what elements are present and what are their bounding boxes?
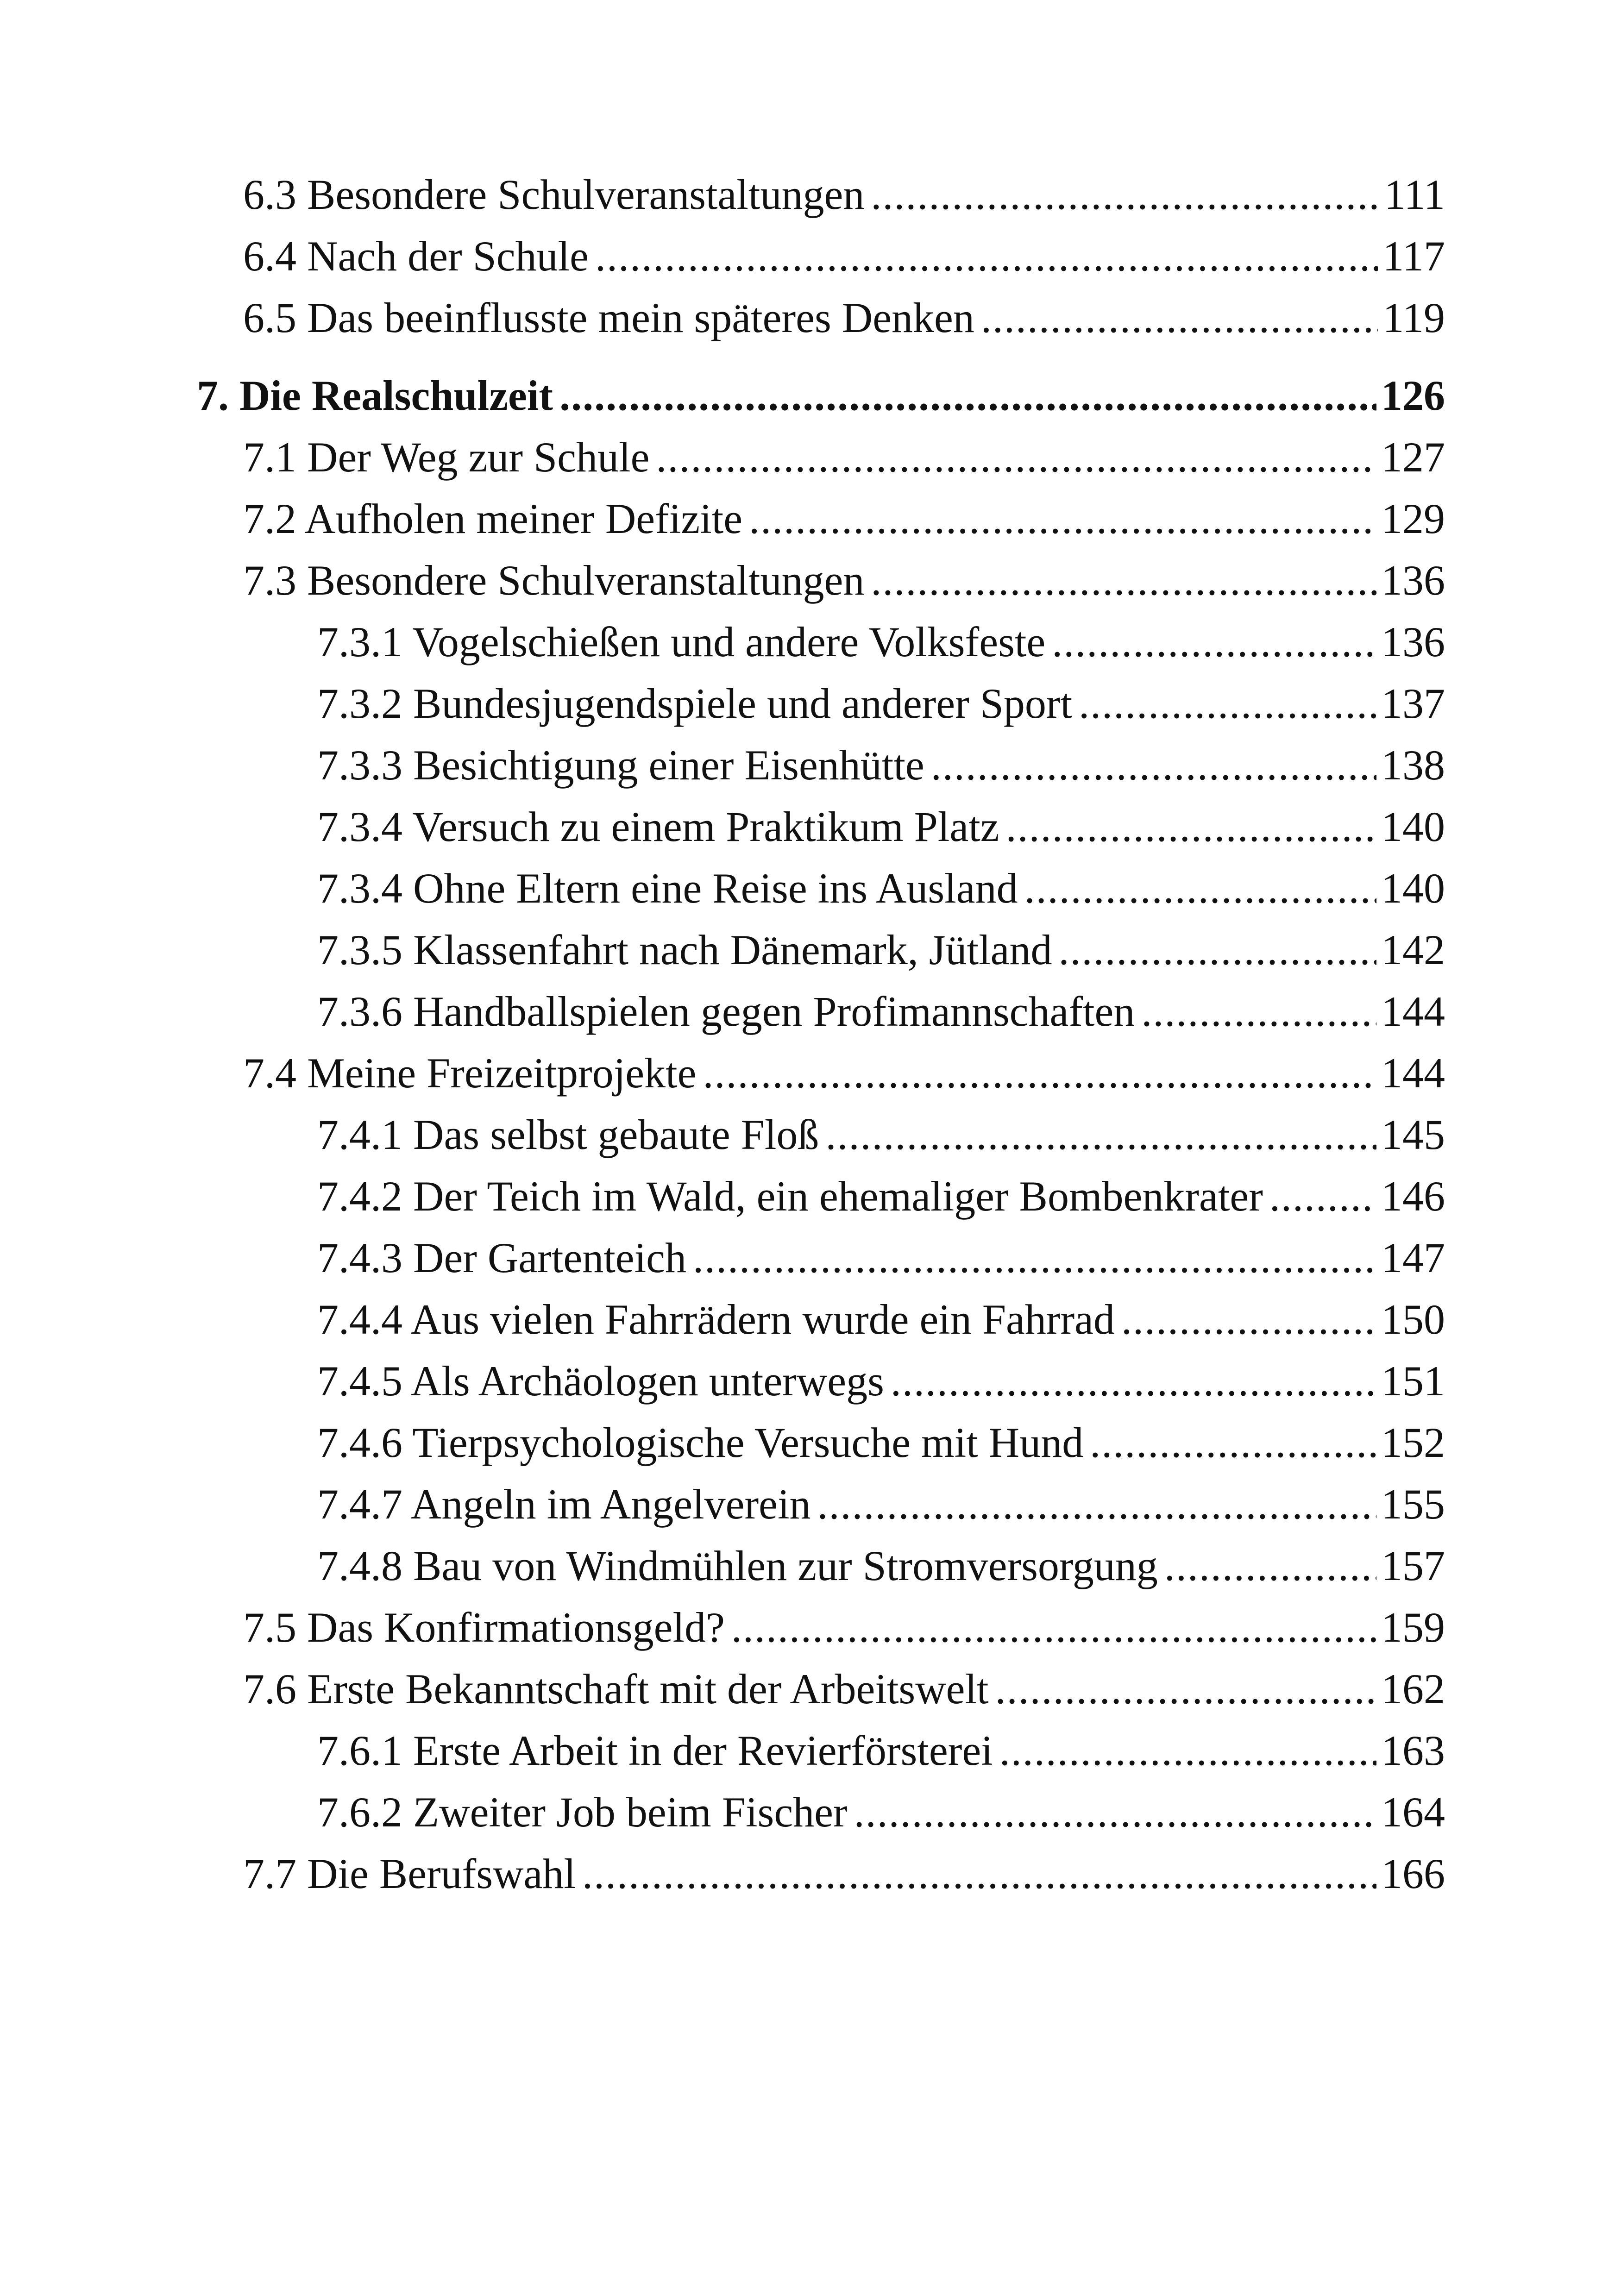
toc-dot-leader [559,368,1376,423]
toc-entry-title: 7.6 Erste Bekanntschaft mit der Arbeitswelt [243,1665,989,1713]
toc-page-number: 119 [1382,294,1445,341]
toc-entry-title: 7.7 Die Berufswahl [243,1850,576,1897]
toc-page-number: 144 [1381,1049,1445,1097]
toc-entry-title: 7.4.8 Bau von Windmühlen zur Stromversorgung [317,1542,1158,1589]
toc-page-number: 144 [1381,988,1445,1035]
toc-page-number: 127 [1381,433,1445,481]
toc-section-entry [243,1600,1445,1655]
toc-dot-leader [749,491,1376,546]
toc-section-entry [243,491,1445,546]
toc-entry-title: 7.4 Meine Freizeitprojekte [243,1049,697,1097]
toc-chapter-entry [197,368,1445,423]
toc-section-entry [243,429,1445,485]
toc-page-number: 146 [1381,1173,1445,1220]
toc-page-number: 117 [1382,232,1445,280]
toc-dot-leader [825,1107,1376,1162]
toc-dot-leader [656,429,1376,485]
toc-section-entry [243,167,1445,222]
toc-page-number: 137 [1381,680,1445,727]
toc-entry-title: 7.3.2 Bundesjugendspiele und anderer Sport [317,680,1073,727]
toc-subsection-entry [317,1723,1445,1778]
toc-subsection-entry [317,1476,1445,1532]
toc-entry-title: 7.6.2 Zweiter Job beim Fischer [317,1788,848,1836]
toc-page-number: 129 [1381,495,1445,542]
toc-entry-title: 6.5 Das beeinflusste mein späteres Denken [243,294,974,341]
toc-section-entry [243,228,1445,284]
toc-page-number: 150 [1381,1296,1445,1343]
toc-subsection-entry [317,1292,1445,1347]
toc-page-number: 155 [1381,1480,1445,1528]
toc-page-number: 151 [1381,1357,1445,1405]
toc-page-number: 147 [1381,1234,1445,1281]
toc-section-entry [243,290,1445,345]
toc-subsection-entry [317,1107,1445,1162]
toc-dot-leader [1141,984,1376,1039]
toc-page-number: 142 [1381,926,1445,973]
toc-subsection-entry [317,1784,1445,1840]
toc-page-number: 136 [1381,557,1445,604]
toc-subsection-entry [317,737,1445,793]
toc-entry-title: 7. Die Realschulzeit [197,372,553,419]
toc-section-entry [243,1045,1445,1101]
toc-section-entry [243,552,1445,608]
toc-entry-title: 7.3.6 Handballspielen gegen Profimannschaften [317,988,1135,1035]
toc-dot-leader [817,1476,1376,1532]
toc-entry-title: 7.3.4 Ohne Eltern eine Reise ins Ausland [317,865,1018,912]
toc-page-number: 136 [1381,618,1445,665]
toc-dot-leader [731,1600,1376,1655]
toc-entry-title: 7.1 Der Weg zur Schule [243,433,650,481]
toc-dot-leader [693,1230,1376,1286]
toc-dot-leader [854,1784,1376,1840]
toc-subsection-entry [317,1538,1445,1593]
toc-page-number: 126 [1381,372,1445,419]
toc-entry-title: 7.4.2 Der Teich im Wald, ein ehemaliger Bombenkrater [317,1173,1263,1220]
toc-dot-leader [999,1723,1376,1778]
toc-page-number: 140 [1381,803,1445,850]
toc-dot-leader [1059,922,1376,978]
toc-dot-leader [595,228,1378,284]
toc-dot-leader [582,1846,1376,1901]
toc-page-number: 164 [1381,1788,1445,1836]
toc-entry-title: 7.4.7 Angeln im Angelverein [317,1480,811,1528]
toc-dot-leader [1052,614,1376,670]
toc-entry-title: 6.4 Nach der Schule [243,232,589,280]
toc-page-number: 145 [1381,1111,1445,1158]
toc-subsection-entry [317,799,1445,854]
toc-page-number: 163 [1381,1727,1445,1774]
toc-entry-title: 7.3.5 Klassenfahrt nach Dänemark, Jütland [317,926,1052,973]
toc-subsection-entry [317,1415,1445,1470]
toc-dot-leader [981,290,1378,345]
toc-dot-leader [995,1661,1376,1717]
toc-entry-title: 7.4.3 Der Gartenteich [317,1234,687,1281]
toc-section-entry [243,1661,1445,1717]
toc-subsection-entry [317,1168,1445,1224]
toc-entry-title: 7.2 Aufholen meiner Defizite [243,495,743,542]
toc-page-number: 166 [1381,1850,1445,1897]
toc-dot-leader [703,1045,1376,1101]
toc-page-number: 111 [1384,171,1445,218]
toc-subsection-entry [317,1353,1445,1409]
toc-entry-title: 7.3.3 Besichtigung einer Eisenhütte [317,741,924,789]
toc-subsection-entry [317,676,1445,731]
toc-section-entry [243,1846,1445,1901]
toc-page-number: 157 [1381,1542,1445,1589]
toc-entry-title: 6.3 Besondere Schulveranstaltungen [243,171,865,218]
toc-dot-leader [871,167,1380,222]
toc-dot-leader [891,1353,1376,1409]
toc-dot-leader [1024,860,1376,916]
toc-subsection-entry [317,860,1445,916]
toc-page-number: 140 [1381,865,1445,912]
toc-dot-leader [1079,676,1376,731]
toc-subsection-entry [317,922,1445,978]
toc-entry-title: 7.3.1 Vogelschießen und andere Volksfeste [317,618,1046,665]
toc-entry-title: 7.3.4 Versuch zu einem Praktikum Platz [317,803,999,850]
toc-subsection-entry [317,984,1445,1039]
toc-subsection-entry [317,614,1445,670]
toc-dot-leader [1269,1168,1376,1224]
toc-dot-leader [1121,1292,1376,1347]
toc-entry-title: 7.4.1 Das selbst gebaute Floß [317,1111,819,1158]
toc-entry-title: 7.5 Das Konfirmationsgeld? [243,1604,725,1651]
toc-page-number: 152 [1381,1419,1445,1466]
toc-entry-title: 7.3 Besondere Schulveranstaltungen [243,557,865,604]
toc-entry-title: 7.6.1 Erste Arbeit in der Revierförsterei [317,1727,993,1774]
toc-dot-leader [1090,1415,1376,1470]
toc-entry-title: 7.4.4 Aus vielen Fahrrädern wurde ein Fahrrad [317,1296,1115,1343]
toc-dot-leader [1164,1538,1376,1593]
toc-dot-leader [1006,799,1376,854]
toc-page-number: 138 [1381,741,1445,789]
toc-entry-title: 7.4.6 Tierpsychologische Versuche mit Hund [317,1419,1084,1466]
toc-page-number: 159 [1381,1604,1445,1651]
toc-dot-leader [871,552,1376,608]
toc-page-number: 162 [1381,1665,1445,1713]
toc-subsection-entry [317,1230,1445,1286]
toc-dot-leader [931,737,1376,793]
toc-entry-title: 7.4.5 Als Archäologen unterwegs [317,1357,884,1405]
